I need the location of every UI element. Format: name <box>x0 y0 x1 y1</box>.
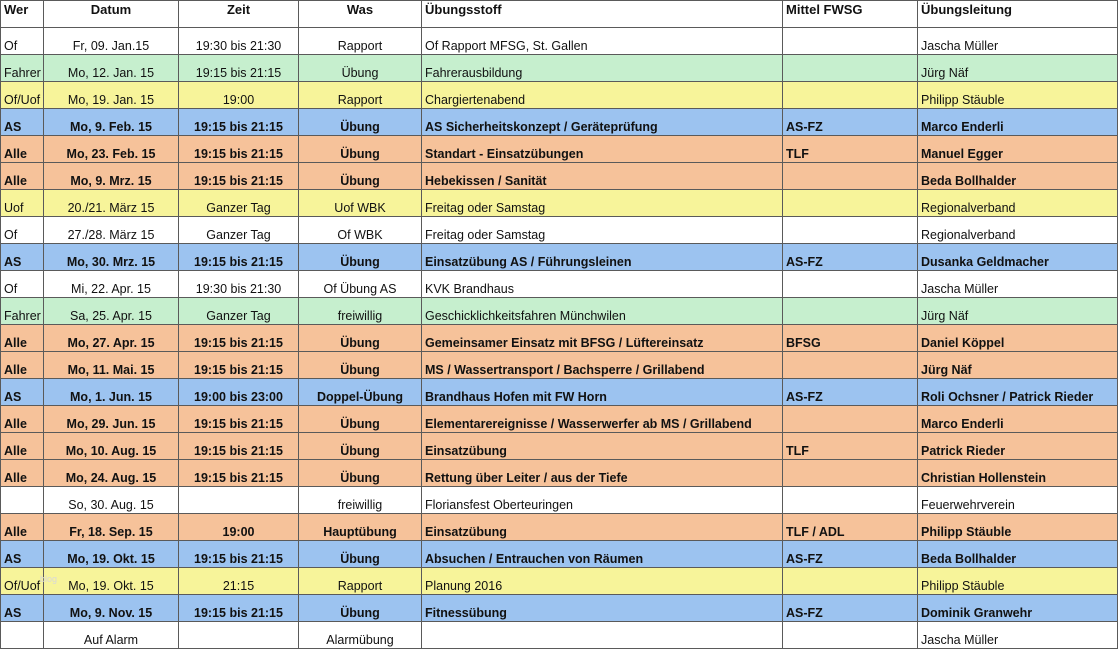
cell-wer: AS <box>1 541 44 568</box>
table-row <box>1 136 1118 163</box>
cell-uebungsleitung: Patrick Rieder <box>918 433 1118 460</box>
cell-datum: Mo, 23. Feb. 15 <box>44 136 179 163</box>
cell-zeit: 19:30 bis 21:30 <box>179 28 299 55</box>
cell-uebungsstoff: Einsatzübung <box>422 433 783 460</box>
cell-mittel-fwsg <box>783 217 918 244</box>
cell-datum: Mo, 27. Apr. 15 <box>44 325 179 352</box>
cell-mittel-fwsg <box>783 55 918 82</box>
header-datum: Datum <box>44 1 179 28</box>
cell-was: Übung <box>299 109 422 136</box>
cell-uebungsleitung: Marco Enderli <box>918 109 1118 136</box>
cell-datum: Mo, 10. Aug. 15 <box>44 433 179 460</box>
table-row <box>1 487 1118 514</box>
cell-was: Übung <box>299 325 422 352</box>
cell-datum: Mo, 30. Mrz. 15 <box>44 244 179 271</box>
header-zeit: Zeit <box>179 1 299 28</box>
cell-was: freiwillig <box>299 487 422 514</box>
cell-uebungsleitung: Jascha Müller <box>918 28 1118 55</box>
cell-datum: Mo, 9. Mrz. 15 <box>44 163 179 190</box>
cell-zeit: 19:00 <box>179 82 299 109</box>
header-wer: Wer <box>1 1 44 28</box>
cell-was: Übung <box>299 244 422 271</box>
cell-was: Rapport <box>299 82 422 109</box>
cell-was: Übung <box>299 595 422 622</box>
cell-uebungsleitung: Feuerwehrverein <box>918 487 1118 514</box>
cell-datum: Sa, 25. Apr. 15 <box>44 298 179 325</box>
table-row <box>1 82 1118 109</box>
cell-wer: Alle <box>1 136 44 163</box>
cell-was: Übung <box>299 406 422 433</box>
cell-uebungsleitung: Manuel Egger <box>918 136 1118 163</box>
table-row <box>1 244 1118 271</box>
cell-mittel-fwsg <box>783 271 918 298</box>
cell-uebungsleitung: Jascha Müller <box>918 271 1118 298</box>
cell-uebungsstoff: Planung 2016 <box>422 568 783 595</box>
table-row <box>1 595 1118 622</box>
cell-mittel-fwsg: AS-FZ <box>783 541 918 568</box>
table-row <box>1 298 1118 325</box>
cell-zeit: 19:15 bis 21:15 <box>179 136 299 163</box>
cell-was: Übung <box>299 433 422 460</box>
cell-uebungsstoff: Of Rapport MFSG, St. Gallen <box>422 28 783 55</box>
cell-mittel-fwsg: AS-FZ <box>783 595 918 622</box>
cell-uebungsstoff: Fitnessübung <box>422 595 783 622</box>
table-row <box>1 271 1118 298</box>
cell-zeit: 19:00 <box>179 514 299 541</box>
cell-uebungsstoff: AS Sicherheitskonzept / Geräteprüfung <box>422 109 783 136</box>
cell-wer <box>1 487 44 514</box>
cell-was: Übung <box>299 460 422 487</box>
cell-datum: Fr, 09. Jan.15 <box>44 28 179 55</box>
cell-uebungsleitung: Jascha Müller <box>918 622 1118 649</box>
cell-datum: 27./28. März 15 <box>44 217 179 244</box>
cell-uebungsleitung: Philipp Stäuble <box>918 568 1118 595</box>
cell-zeit: 19:15 bis 21:15 <box>179 595 299 622</box>
cell-zeit: 19:30 bis 21:30 <box>179 271 299 298</box>
cell-wer: Of <box>1 28 44 55</box>
cell-datum: Mo, 1. Jun. 15 <box>44 379 179 406</box>
cell-wer: Alle <box>1 163 44 190</box>
cell-datum: Mo, 9. Nov. 15 <box>44 595 179 622</box>
cell-uebungsleitung: Dominik Granwehr <box>918 595 1118 622</box>
cell-uebungsleitung: Beda Bollhalder <box>918 163 1118 190</box>
cell-wer: Alle <box>1 433 44 460</box>
table-row <box>1 460 1118 487</box>
cell-was: Of Übung AS <box>299 271 422 298</box>
header-uebungsleitung: Übungsleitung <box>918 1 1118 28</box>
cell-zeit: 19:00 bis 23:00 <box>179 379 299 406</box>
cell-mittel-fwsg <box>783 460 918 487</box>
cell-wer: Of/Uof <box>1 82 44 109</box>
header-uebungsstoff: Übungsstoff <box>422 1 783 28</box>
table-row <box>1 352 1118 379</box>
cell-wer: Fahrer <box>1 55 44 82</box>
table-row <box>1 28 1118 55</box>
cell-zeit: Ganzer Tag <box>179 190 299 217</box>
cell-uebungsleitung: Dusanka Geldmacher <box>918 244 1118 271</box>
cell-datum: Fr, 18. Sep. 15 <box>44 514 179 541</box>
table-row <box>1 190 1118 217</box>
header-row <box>1 1 1118 28</box>
table-row <box>1 406 1118 433</box>
cell-uebungsleitung: Regionalverband <box>918 217 1118 244</box>
cell-datum: 20./21. März 15 <box>44 190 179 217</box>
cell-zeit: 19:15 bis 21:15 <box>179 55 299 82</box>
cell-was: Übung <box>299 55 422 82</box>
cell-wer: AS <box>1 595 44 622</box>
cell-wer: Of/Uof <box>1 568 44 595</box>
table-row <box>1 568 1118 595</box>
cell-uebungsleitung: Marco Enderli <box>918 406 1118 433</box>
cell-zeit: 19:15 bis 21:15 <box>179 406 299 433</box>
cell-was: Hauptübung <box>299 514 422 541</box>
cell-uebungsstoff: Freitag oder Samstag <box>422 217 783 244</box>
cell-mittel-fwsg <box>783 568 918 595</box>
cell-uebungsleitung: Philipp Stäuble <box>918 82 1118 109</box>
table-row <box>1 433 1118 460</box>
schedule-body <box>1 28 1118 649</box>
cell-was: freiwillig <box>299 298 422 325</box>
cell-zeit: 19:15 bis 21:15 <box>179 163 299 190</box>
cell-zeit: 19:15 bis 21:15 <box>179 433 299 460</box>
table-row <box>1 541 1118 568</box>
cell-mittel-fwsg <box>783 298 918 325</box>
cell-was: Übung <box>299 541 422 568</box>
cell-uebungsleitung: Jürg Näf <box>918 55 1118 82</box>
cell-wer: Alle <box>1 325 44 352</box>
cell-mittel-fwsg <box>783 163 918 190</box>
cell-was: Rapport <box>299 28 422 55</box>
cell-wer: Alle <box>1 514 44 541</box>
cell-datum: Mo, 9. Feb. 15 <box>44 109 179 136</box>
cell-datum: Mo, 12. Jan. 15 <box>44 55 179 82</box>
cell-uebungsleitung: Jürg Näf <box>918 352 1118 379</box>
cell-zeit: 21:15 <box>179 568 299 595</box>
cell-mittel-fwsg: AS-FZ <box>783 244 918 271</box>
cell-uebungsleitung: Regionalverband <box>918 190 1118 217</box>
cell-uebungsleitung: Beda Bollhalder <box>918 541 1118 568</box>
cell-uebungsstoff: KVK Brandhaus <box>422 271 783 298</box>
cell-mittel-fwsg <box>783 190 918 217</box>
table-row <box>1 109 1118 136</box>
cell-datum: Mi, 22. Apr. 15 <box>44 271 179 298</box>
watermark-text: blog <box>40 574 58 584</box>
cell-datum: Mo, 24. Aug. 15 <box>44 460 179 487</box>
cell-mittel-fwsg: BFSG <box>783 325 918 352</box>
cell-uebungsstoff: Chargiertenabend <box>422 82 783 109</box>
cell-was: Of WBK <box>299 217 422 244</box>
cell-mittel-fwsg: TLF <box>783 433 918 460</box>
cell-wer: Of <box>1 217 44 244</box>
cell-uebungsleitung: Philipp Stäuble <box>918 514 1118 541</box>
cell-wer: Uof <box>1 190 44 217</box>
cell-uebungsstoff: Einsatzübung AS / Führungsleinen <box>422 244 783 271</box>
cell-uebungsstoff: Gemeinsamer Einsatz mit BFSG / Lüftereinsatz <box>422 325 783 352</box>
cell-uebungsstoff: Elementarereignisse / Wasserwerfer ab MS / Grillabend <box>422 406 783 433</box>
cell-mittel-fwsg <box>783 352 918 379</box>
cell-uebungsstoff: Hebekissen / Sanität <box>422 163 783 190</box>
cell-zeit: 19:15 bis 21:15 <box>179 244 299 271</box>
cell-was: Übung <box>299 163 422 190</box>
cell-uebungsleitung: Christian Hollenstein <box>918 460 1118 487</box>
cell-mittel-fwsg: TLF / ADL <box>783 514 918 541</box>
cell-uebungsleitung: Roli Ochsner / Patrick Rieder <box>918 379 1118 406</box>
cell-datum: Mo, 11. Mai. 15 <box>44 352 179 379</box>
cell-zeit: 19:15 bis 21:15 <box>179 109 299 136</box>
cell-wer: AS <box>1 379 44 406</box>
cell-uebungsstoff: Rettung über Leiter / aus der Tiefe <box>422 460 783 487</box>
cell-zeit: 19:15 bis 21:15 <box>179 541 299 568</box>
cell-datum: Mo, 19. Jan. 15 <box>44 82 179 109</box>
cell-wer: Alle <box>1 460 44 487</box>
cell-wer: Fahrer <box>1 298 44 325</box>
table-row <box>1 55 1118 82</box>
cell-zeit <box>179 487 299 514</box>
table-row <box>1 217 1118 244</box>
cell-mittel-fwsg <box>783 82 918 109</box>
cell-uebungsleitung: Jürg Näf <box>918 298 1118 325</box>
cell-mittel-fwsg: TLF <box>783 136 918 163</box>
cell-was: Doppel-Übung <box>299 379 422 406</box>
table-row <box>1 514 1118 541</box>
cell-was: Rapport <box>299 568 422 595</box>
cell-datum: Auf Alarm <box>44 622 179 649</box>
cell-was: Übung <box>299 136 422 163</box>
cell-mittel-fwsg: AS-FZ <box>783 109 918 136</box>
cell-uebungsstoff: Floriansfest Oberteuringen <box>422 487 783 514</box>
cell-uebungsstoff: Standart - Einsatzübungen <box>422 136 783 163</box>
header-was: Was <box>299 1 422 28</box>
cell-was: Übung <box>299 352 422 379</box>
cell-uebungsstoff: Geschicklichkeitsfahren Münchwilen <box>422 298 783 325</box>
table-row <box>1 325 1118 352</box>
cell-mittel-fwsg <box>783 406 918 433</box>
cell-mittel-fwsg: AS-FZ <box>783 379 918 406</box>
cell-uebungsstoff: Freitag oder Samstag <box>422 190 783 217</box>
cell-uebungsstoff: Einsatzübung <box>422 514 783 541</box>
table-row <box>1 163 1118 190</box>
cell-wer: Of <box>1 271 44 298</box>
cell-wer: AS <box>1 244 44 271</box>
cell-datum: So, 30. Aug. 15 <box>44 487 179 514</box>
cell-uebungsstoff: MS / Wassertransport / Bachsperre / Grillabend <box>422 352 783 379</box>
cell-mittel-fwsg <box>783 28 918 55</box>
cell-datum: Mo, 19. Okt. 15 <box>44 568 179 595</box>
cell-datum: Mo, 19. Okt. 15 <box>44 541 179 568</box>
cell-zeit: 19:15 bis 21:15 <box>179 352 299 379</box>
cell-wer: Alle <box>1 352 44 379</box>
cell-zeit: Ganzer Tag <box>179 217 299 244</box>
cell-uebungsleitung: Daniel Köppel <box>918 325 1118 352</box>
cell-wer: Alle <box>1 406 44 433</box>
header-mittel-fwsg: Mittel FWSG <box>783 1 918 28</box>
cell-mittel-fwsg <box>783 487 918 514</box>
cell-uebungsstoff: Brandhaus Hofen mit FW Horn <box>422 379 783 406</box>
cell-was: Uof WBK <box>299 190 422 217</box>
table-row <box>1 379 1118 406</box>
cell-datum: Mo, 29. Jun. 15 <box>44 406 179 433</box>
cell-was: Alarmübung <box>299 622 422 649</box>
cell-zeit: 19:15 bis 21:15 <box>179 325 299 352</box>
cell-uebungsstoff: Fahrerausbildung <box>422 55 783 82</box>
cell-wer: AS <box>1 109 44 136</box>
cell-zeit: Ganzer Tag <box>179 298 299 325</box>
cell-uebungsstoff: Absuchen / Entrauchen von Räumen <box>422 541 783 568</box>
cell-zeit: 19:15 bis 21:15 <box>179 460 299 487</box>
